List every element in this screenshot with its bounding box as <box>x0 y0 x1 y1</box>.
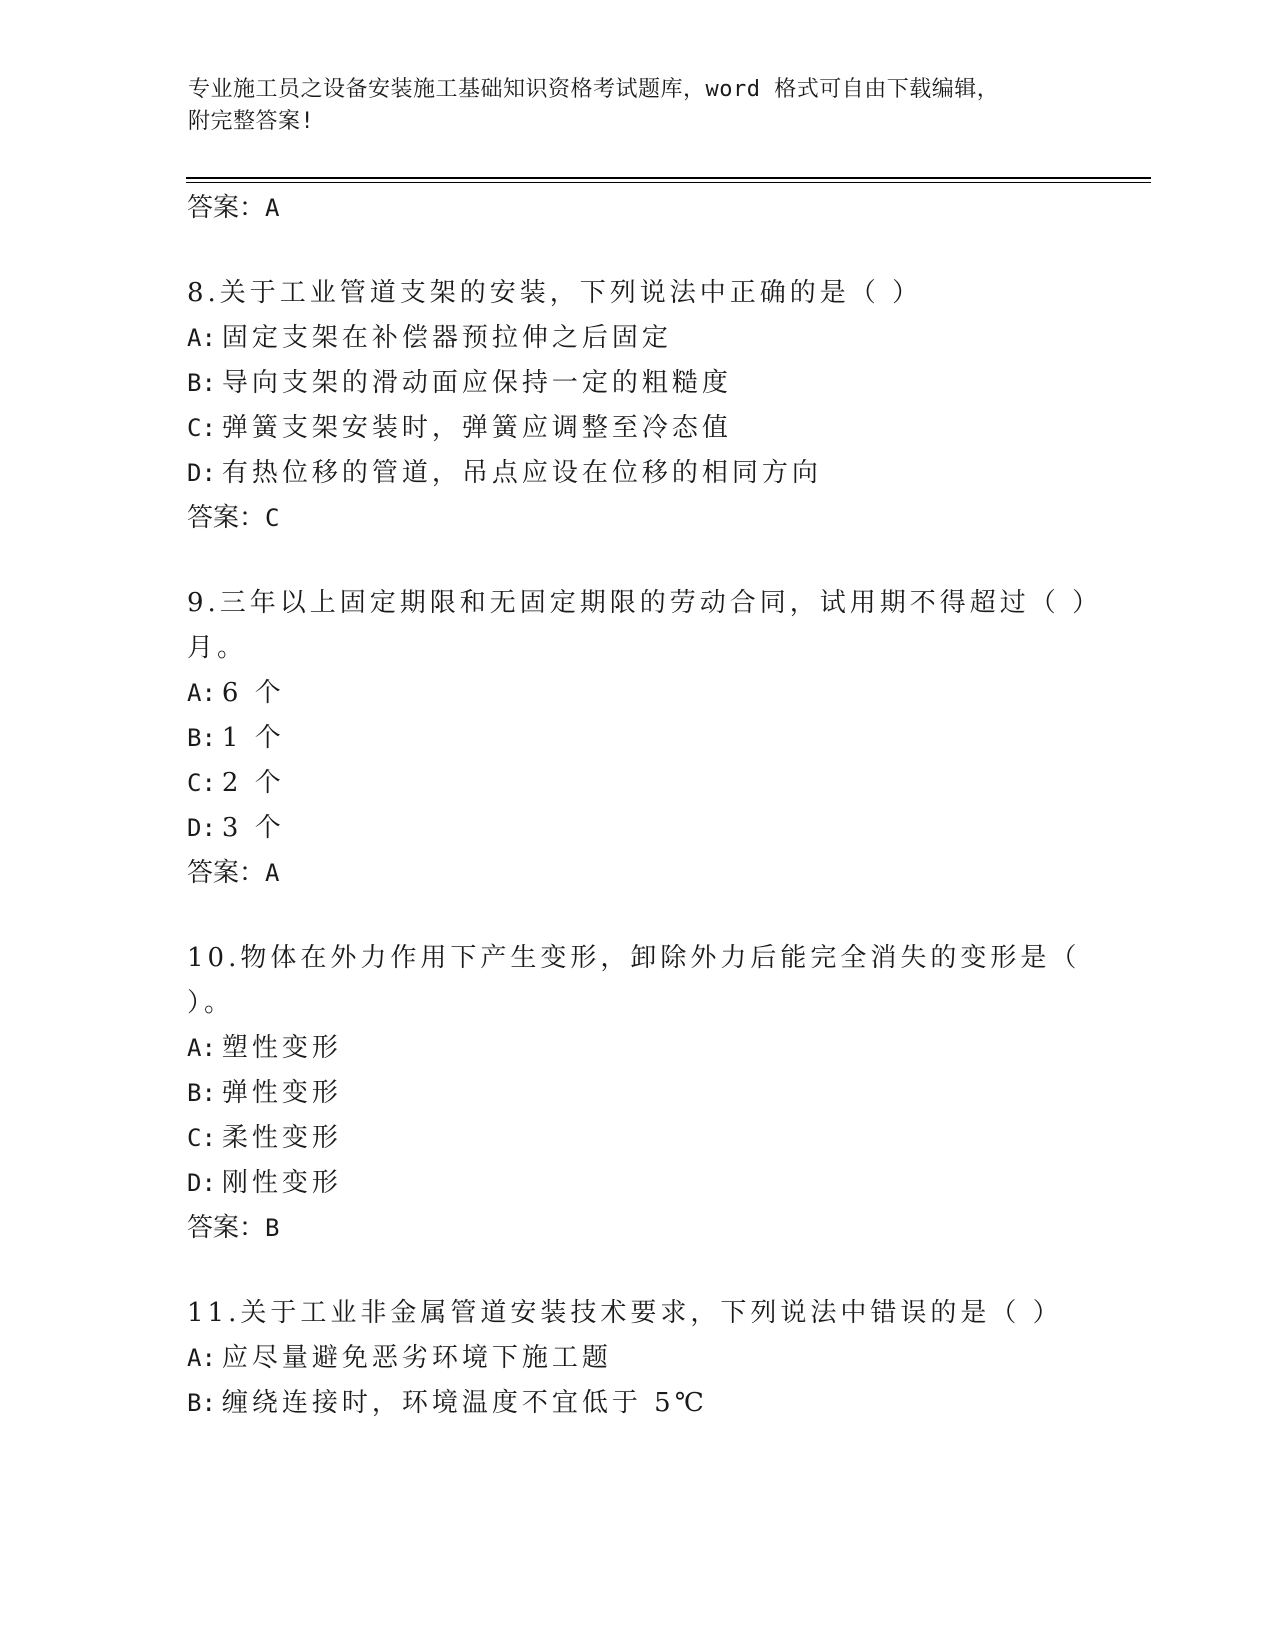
option-label: A: <box>187 679 216 707</box>
question-text: 9.三年以上固定期限和无固定期限的劳动合同，试用期不得超过（ ） <box>187 588 1103 618</box>
header-line-2: 附完整答案! <box>188 109 315 134</box>
question-text: 8.关于工业管道支架的安装，下列说法中正确的是（ ） <box>187 278 923 308</box>
option-label: B: <box>187 1389 216 1417</box>
option-b <box>187 716 1087 761</box>
answer-line <box>187 496 1087 541</box>
answer-value: A <box>265 859 280 887</box>
question-text: 10.物体在外力作用下产生变形，卸除外力后能完全消失的变形是（ <box>187 943 1081 973</box>
option-label: D: <box>187 459 216 487</box>
question-10 <box>187 936 1087 1251</box>
option-text: 3 个 <box>221 813 285 843</box>
option-label: C: <box>187 1124 216 1152</box>
answer-label: 答案： <box>187 193 266 223</box>
option-text: 缠绕连接时，环境温度不宜低于 5℃ <box>221 1388 708 1418</box>
option-text: 导向支架的滑动面应保持一定的粗糙度 <box>221 368 732 398</box>
header-rule-thick <box>186 177 1151 179</box>
option-text: 刚性变形 <box>221 1168 342 1198</box>
option-c <box>187 1116 1087 1161</box>
answer-value: A <box>265 194 280 222</box>
option-b <box>187 361 1087 406</box>
option-text: 1 个 <box>221 723 285 753</box>
question-text-continued: 月。 <box>187 633 248 663</box>
option-b <box>187 1381 1087 1426</box>
option-c <box>187 761 1087 806</box>
option-text: 弹簧支架安装时，弹簧应调整至冷态值 <box>221 413 732 443</box>
option-d <box>187 806 1087 851</box>
header-rule-thin <box>186 182 1151 183</box>
question-text: 11.关于工业非金属管道安装技术要求，下列说法中错误的是（ ） <box>187 1298 1063 1328</box>
option-d <box>187 1161 1087 1206</box>
option-label: A: <box>187 324 216 352</box>
option-label: A: <box>187 1344 216 1372</box>
question-9 <box>187 581 1103 896</box>
option-text: 有热位移的管道，吊点应设在位移的相同方向 <box>221 458 822 488</box>
option-d <box>187 451 1087 496</box>
question-8 <box>187 271 1087 541</box>
option-label: B: <box>187 369 216 397</box>
answer-line <box>187 851 1087 896</box>
option-a <box>187 316 1087 361</box>
document-body <box>187 186 1103 1426</box>
option-label: C: <box>187 414 216 442</box>
option-label: C: <box>187 769 216 797</box>
option-text: 6 个 <box>221 678 285 708</box>
question-11 <box>187 1291 1087 1426</box>
option-label: D: <box>187 814 216 842</box>
option-label: A: <box>187 1034 216 1062</box>
option-label: B: <box>187 1079 216 1107</box>
answer-label: 答案： <box>187 1213 266 1243</box>
answer-line <box>187 1206 1087 1251</box>
option-label: B: <box>187 724 216 752</box>
answer-value: C <box>265 504 280 532</box>
answer-value: B <box>265 1214 280 1242</box>
document-header <box>188 74 1088 138</box>
answer-line <box>187 186 1087 231</box>
question-text-continued: ）。 <box>187 988 235 1018</box>
option-a <box>187 671 1087 716</box>
option-text: 柔性变形 <box>221 1123 342 1153</box>
option-b <box>187 1071 1087 1116</box>
option-a <box>187 1336 1087 1381</box>
option-text: 固定支架在补偿器预拉伸之后固定 <box>221 323 672 353</box>
option-text: 应尽量避免恶劣环境下施工题 <box>221 1343 612 1373</box>
option-text: 2 个 <box>221 768 285 798</box>
option-text: 弹性变形 <box>221 1078 342 1108</box>
answer-label: 答案： <box>187 503 266 533</box>
option-c <box>187 406 1087 451</box>
header-line-1: 专业施工员之设备安装施工基础知识资格考试题库，word 格式可自由下载编辑， <box>188 77 1000 102</box>
option-label: D: <box>187 1169 216 1197</box>
option-text: 塑性变形 <box>221 1033 342 1063</box>
answer-label: 答案： <box>187 858 266 888</box>
option-a <box>187 1026 1087 1071</box>
